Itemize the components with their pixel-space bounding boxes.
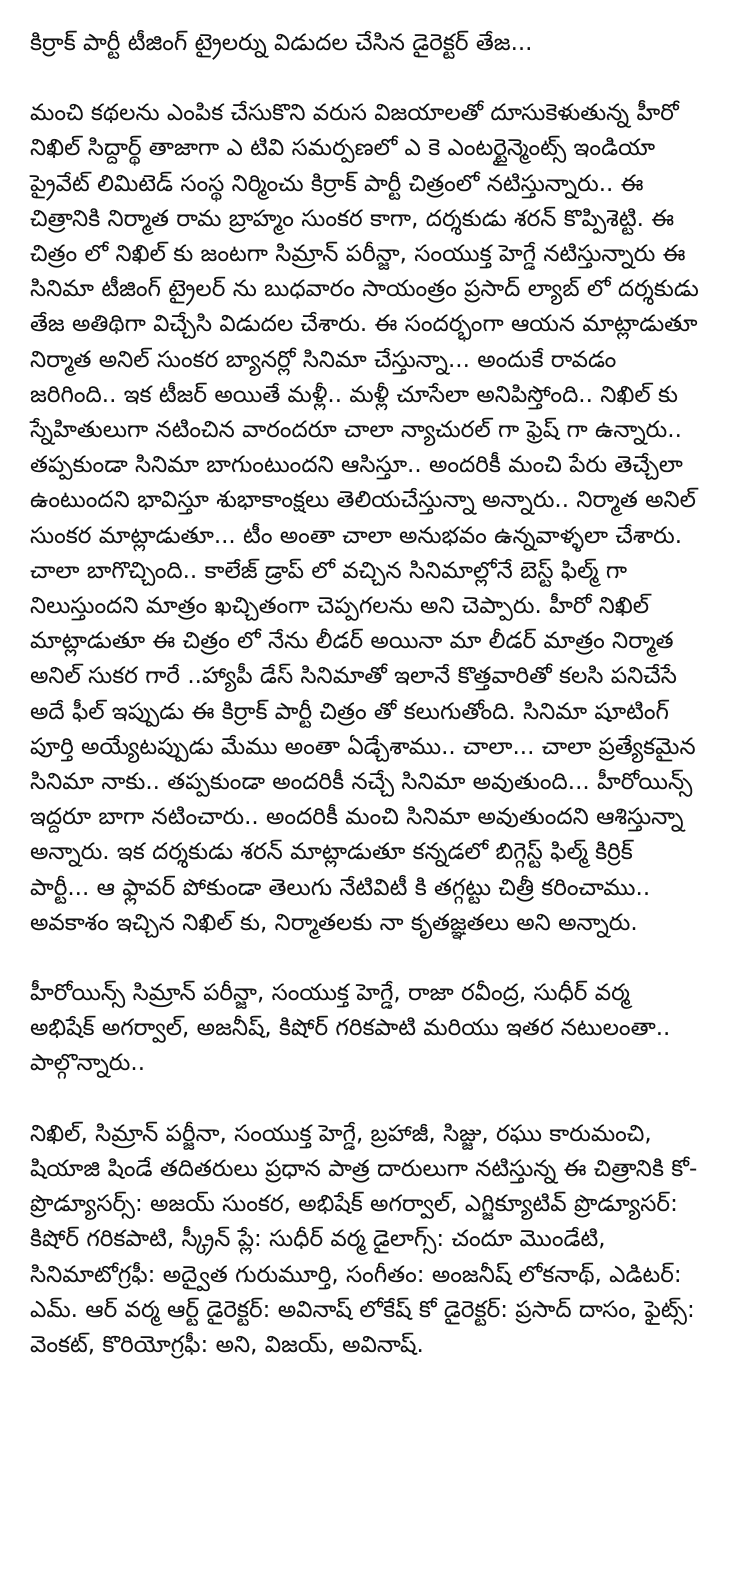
article-title: కిర్రాక్ పార్టీ టీజింగ్ ట్రైలర్ను విడుదల చేసిన డైరెక్టర్ తేజ... [30,30,533,56]
article-paragraph-credits: నిఖిల్, సిమ్రాన్ పర్జీనా, సంయుక్త హెగ్డే, బ్రహాజీ, సిజ్జు, రఘు కారుమంచి, షియాజి షిండే తదితరులు ప్రధాన పాత్ర దారులుగా నటిస్తున్న ఈ చిత్రానికి కో-ప్రొడ్యూసర్స్: అజయ్ సుంకర, అభిషేక్ అగర్వాల్, ఎగ్జిక్యూటివ్ ప్రొడ్యూసర్: కిషోర్ గరికపాటి, స్క్రీన్ ప్లే: సుధీర్ వర్మ డైలాగ్స్: చందూ మొండేటి, సినిమాటోగ్రఫీ: అద్వైత గురుమూర్తి, సంగీతం: అంజనీష్ లోకనాథ్, ఎడిటర్: ఎమ్. ఆర్ వర్మ ఆర్ట్ డైరెక్టర్: అవినాష్ లోకేష్ కో డైరెక్టర్: ప్రసాద్ దాసం, ఫైట్స్: వెంకట్, కొరియోగ్రఫీ: అని, విజయ్, అవినాష్. [30,1120,698,1358]
article-paragraph-attendees: హీరోయిన్స్ సిమ్రాన్ పరీన్జా, సంయుక్త హెగ్డే, రాజా రవీంద్ర, సుధీర్ వర్మ అభిషేక్ అగర్వాల్, అజనీష్, కిషోర్ గరికపాటి మరియు ఇతర నటులంతా.. పాల్గొన్నారు.. [30,980,671,1077]
article-paragraph-press-meet: మంచి కథలను ఎంపిక చేసుకొని వరుస విజయాలతో దూసుకెళుతున్న హీరో నిఖిల్ సిద్దార్థ్ తాజాగా ఎ టివి సమర్పణలో ఎ కె ఎంటర్టైన్మెంట్స్ ఇండియా ప్రైవేట్ లిమిటెడ్ సంస్థ నిర్మించు కిర్రాక్ పార్టీ చిత్రంలో నటిస్తున్నారు.. ఈ చిత్రానికి నిర్మాత రామ బ్రాహ్మం సుంకర కాగా, దర్శకుడు శరన్ కొప్పిశెట్టి. ఈ చిత్రం లో నిఖిల్ కు జంటగా సిమ్రాన్ పరీన్జా, సంయుక్త హెగ్డే నటిస్తున్నారు ఈ సినిమా టీజింగ్ ట్రైలర్ ను బుధవారం సాయంత్రం ప్రసాద్ ల్యాబ్ లో దర్శకుడు తేజ అతిథిగా విచ్చేసి విడుదల చేశారు. ఈ సందర్భంగా ఆయన మాట్లాడుతూ నిర్మాత అనిల్ సుంకర బ్యానర్లో సినిమా చేస్తున్నా... అందుకే రావడం జరిగింది.. ఇక టీజర్ అయితే మళ్లీ.. మళ్లీ చూసేలా అనిపిస్తోంది.. నిఖిల్ కు స్నేహితులుగా నటించిన వారందరూ చాలా న్యాచురల్ గా ఫ్రెష్ గా ఉన్నారు.. తప్పకుండా సినిమా బాగుంటుందని ఆసిస్తూ.. అందరికీ మంచి పేరు తెచ్చేలా ఉంటుందని భావిస్తూ శుభాకాంక్షలు తెలియచేస్తున్నా అన్నారు.. నిర్మాత అనిల్ సుంకర మాట్లాడుతూ... టీం అంతా చాలా అనుభవం ఉన్నవాళ్ళలా చేశారు. చాలా బాగొచ్చింది.. కాలేజ్ డ్రాప్ లో వచ్చిన సినిమాల్లోనే బెస్ట్ ఫిల్మ్ గా నిలుస్తుందని మాత్రం ఖచ్చితంగా చెప్పగలను అని చెప్పారు. హీరో నిఖిల్ మాట్లాడుతూ ఈ చిత్రం లో నేను లీడర్ అయినా మా లీడర్ మాత్రం నిర్మాత అనిల్ సుకర గారే ..హ్యాపీ డేస్ సినిమాతో ఇలానే కొత్తవారితో కలసి పనిచేసే అదే ఫీల్ ఇప్పుడు ఈ కిర్రాక్ పార్టీ చిత్రం తో కలుగుతోంది. సినిమా షూటింగ్ పూర్తి అయ్యేటప్పుడు మేము అంతా ఏడ్చేశాము.. చాలా... చాలా ప్రత్యేకమైన సినిమా నాకు.. తప్పకుండా అందరికీ నచ్చే సినిమా అవుతుంది... హీరోయిన్స్ ఇద్దరూ బాగా నటించారు.. అందరికీ మంచి సినిమా అవుతుందని ఆశిస్తున్నా అన్నారు. ఇక దర్శకుడు శరన్ మాట్లాడుతూ కన్నడలో బిగ్గెస్ట్ ఫిల్మ్ కిర్రిక్ పార్టీ... ఆ ఫ్లావర్ పోకుండా తెలుగు నేటివిటీ కి తగ్గట్టు చిత్రీ కరించాము.. అవకాశం ఇచ్చిన నిఖిల్ కు, నిర్మాతలకు నా కృతజ్ఞతలు అని అన్నారు. [30,100,699,936]
